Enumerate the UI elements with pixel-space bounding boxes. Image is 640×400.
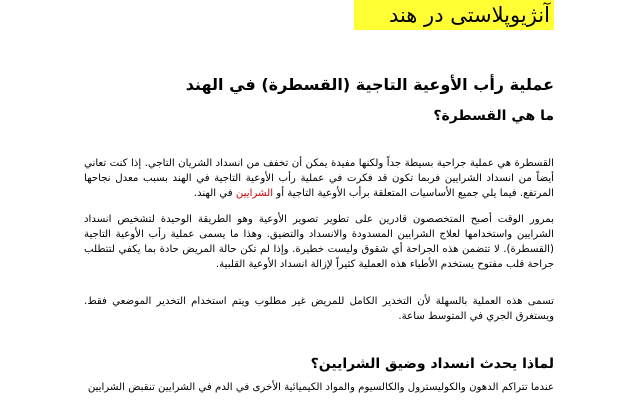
section-heading-what-is: ما هي القسطرة؟ xyxy=(433,108,554,124)
paragraph-anesthesia: تسمى هذه العملية بالسهلة لأن التخدير الكامل للمريض غير مطلوب ويتم استخدام التخدير الموضعي فقط. ويستغرق الجري في المتوسط ساعة. xyxy=(84,296,554,322)
section-heading-why: لماذا يحدث انسداد وضيق الشرايين؟ xyxy=(310,356,554,372)
paragraph-intro xyxy=(84,156,554,201)
paragraph-causes: عندما تتراكم الدهون والكوليسترول والكالسيوم والمواد الكيميائية الأخرى في الدم في الشرايين تنقبض الشرايين xyxy=(87,382,554,393)
paragraph-intro-end: في الهند. xyxy=(193,188,233,199)
arteries-link[interactable]: الشرايين xyxy=(235,188,274,199)
page-title-banner: آنژیوپلاستی در هند xyxy=(354,0,554,30)
paragraph-intro-text: القسطرة هي عملية جراحية بسيطة جداً ولكنها مفيدة يمكن أن تخفف من انسداد الشريان التاجي. إذا كنت تعاني أيضاً من انسداد الشرايين فربما تكون قد فكرت في عملية رأب الأوعية التاجية في الهند بسبب معدل نجاحها المرتفع. فيما يلي جميع الأساسيات المتعلقة برأب الأوعية التاجية أو xyxy=(84,158,554,199)
article-heading: عملية رأب الأوعية التاجية (القسطرة) في الهند xyxy=(185,75,554,94)
paragraph-history: بمرور الوقت أصبح المتخصصون قادرين على تطوير تصوير الأوعية وهو الطريقة الوحيدة لتشخيص انسداد الشرايين واستخدامها لعلاج الشرايين المسدودة والانسداد والتضيق. وهذا ما يسمى عملية رأب الأوعية التاجية (القسطرة). لا تتضمن هذه الجراحة أي شقوق وليست خطيرة. وإذا لم تكن حالة المريض حادة بما يكفي لتتطلب جراحة قلب مفتوح يستخدم الأطباء هذه العملية كثيراً لإزالة انسداد الأوعية القلبية. xyxy=(84,214,554,270)
